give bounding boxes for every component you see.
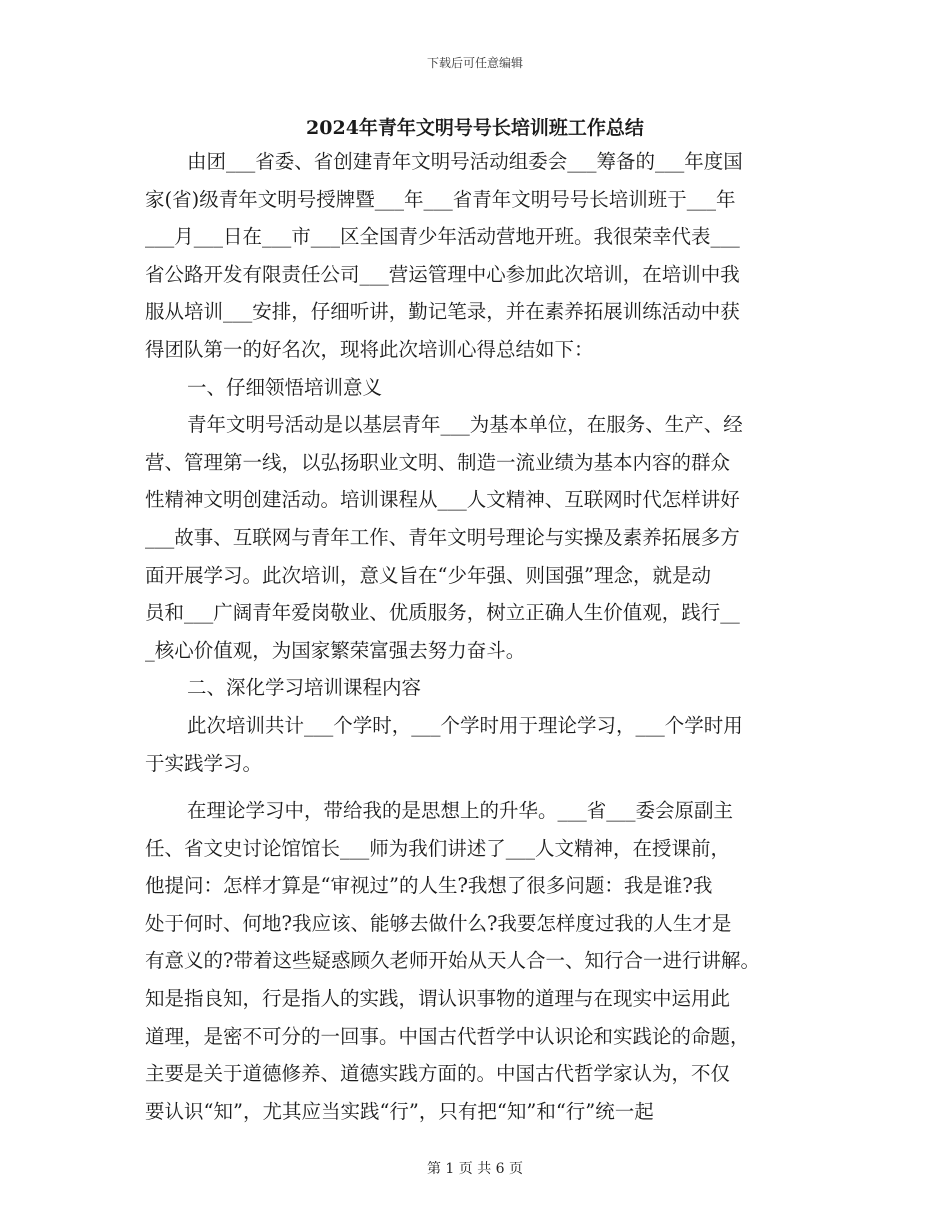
paragraph-line: 道理，是密不可分的一回事。中国古代哲学中认识论和实践论的命题， <box>145 1024 750 1048</box>
paragraph-line: ___月___日在___市___区全国青少年活动营地开班。我很荣幸代表___ <box>145 225 740 249</box>
paragraph-line: 家(省)级青年文明号授牌暨___年___省青年文明号号长培训班于___年 <box>145 187 736 211</box>
paragraph-line: 于实践学习。 <box>145 751 263 775</box>
page-number: 第 1 页 共 6 页 <box>426 1161 524 1177</box>
paragraph-line: 性精神文明创建活动。培训课程从___人文精神、互联网时代怎样讲好 <box>145 488 740 512</box>
paragraph-line: 此次培训共计___个学时，___个学时用于理论学习，___个学时用 <box>187 713 743 737</box>
document-title: 2024年青年文明号号长培训班工作总结 <box>306 117 644 139</box>
paragraph-line: 省公路开发有限责任公司___营运管理中心参加此次培训，在培训中我 <box>145 262 740 286</box>
paragraph-line: 青年文明号活动是以基层青年___为基本单位，在服务、生产、经 <box>187 413 743 437</box>
paragraph-line: 得团队第一的好名次，现将此次培训心得总结如下： <box>145 337 594 361</box>
download-edit-note: 下载后可任意编辑 <box>426 56 523 70</box>
document-body <box>145 143 810 1130</box>
paragraph-gap <box>145 782 810 792</box>
paragraph-line: ___故事、互联网与青年工作、青年文明号理论与实操及素养拓展多方 <box>145 525 740 549</box>
paragraph-line: 有意义的?带着这些疑惑顾久老师开始从天人合一、知行合一进行讲解。 <box>145 949 760 973</box>
paragraph-line: 面开展学习。此次培训，意义旨在“少年强、则国强”理念，就是动 <box>145 563 711 587</box>
paragraph-line: 服从培训___安排，仔细听讲，勤记笔录，并在素养拓展训练活动中获 <box>145 300 740 324</box>
paragraph-line: 要认识“知”，尤其应当实践“行”，只有把“知”和“行”统一起 <box>145 1099 654 1123</box>
paragraph-line: _核心价值观，为国家繁荣富强去努力奋斗。 <box>145 638 526 662</box>
paragraph-line: 在理论学习中，带给我的是思想上的升华。___省___委会原副主 <box>187 799 734 823</box>
section-heading: 一、仔细领悟培训意义 <box>187 375 383 399</box>
paragraph-line: 他提问：怎样才算是“审视过”的人生?我想了很多问题：我是谁?我 <box>145 874 713 898</box>
paragraph-line: 任、省文史讨论馆馆长___师为我们讲述了___人文精神，在授课前， <box>145 836 731 860</box>
section-heading: 二、深化学习培训课程内容 <box>187 676 422 700</box>
paragraph-line: 处于何时、何地?我应该、能够去做什么?我要怎样度过我的人生才是 <box>145 911 732 935</box>
paragraph-line: 主要是关于道德修养、道德实践方面的。中国古代哲学家认为，不仅 <box>145 1062 731 1086</box>
paragraph-line: 由团___省委、省创建青年文明号活动组委会___筹备的___年度国 <box>187 150 743 173</box>
paragraph-line: 知是指良知，行是指人的实践，谓认识事物的道理与在现实中运用此 <box>145 987 731 1011</box>
paragraph-line: 营、管理第一线，以弘扬职业文明、制造一流业绩为基本内容的群众 <box>145 450 731 474</box>
paragraph-line: 员和___广阔青年爱岗敬业、优质服务，树立正确人生价值观，践行__ <box>145 601 740 625</box>
